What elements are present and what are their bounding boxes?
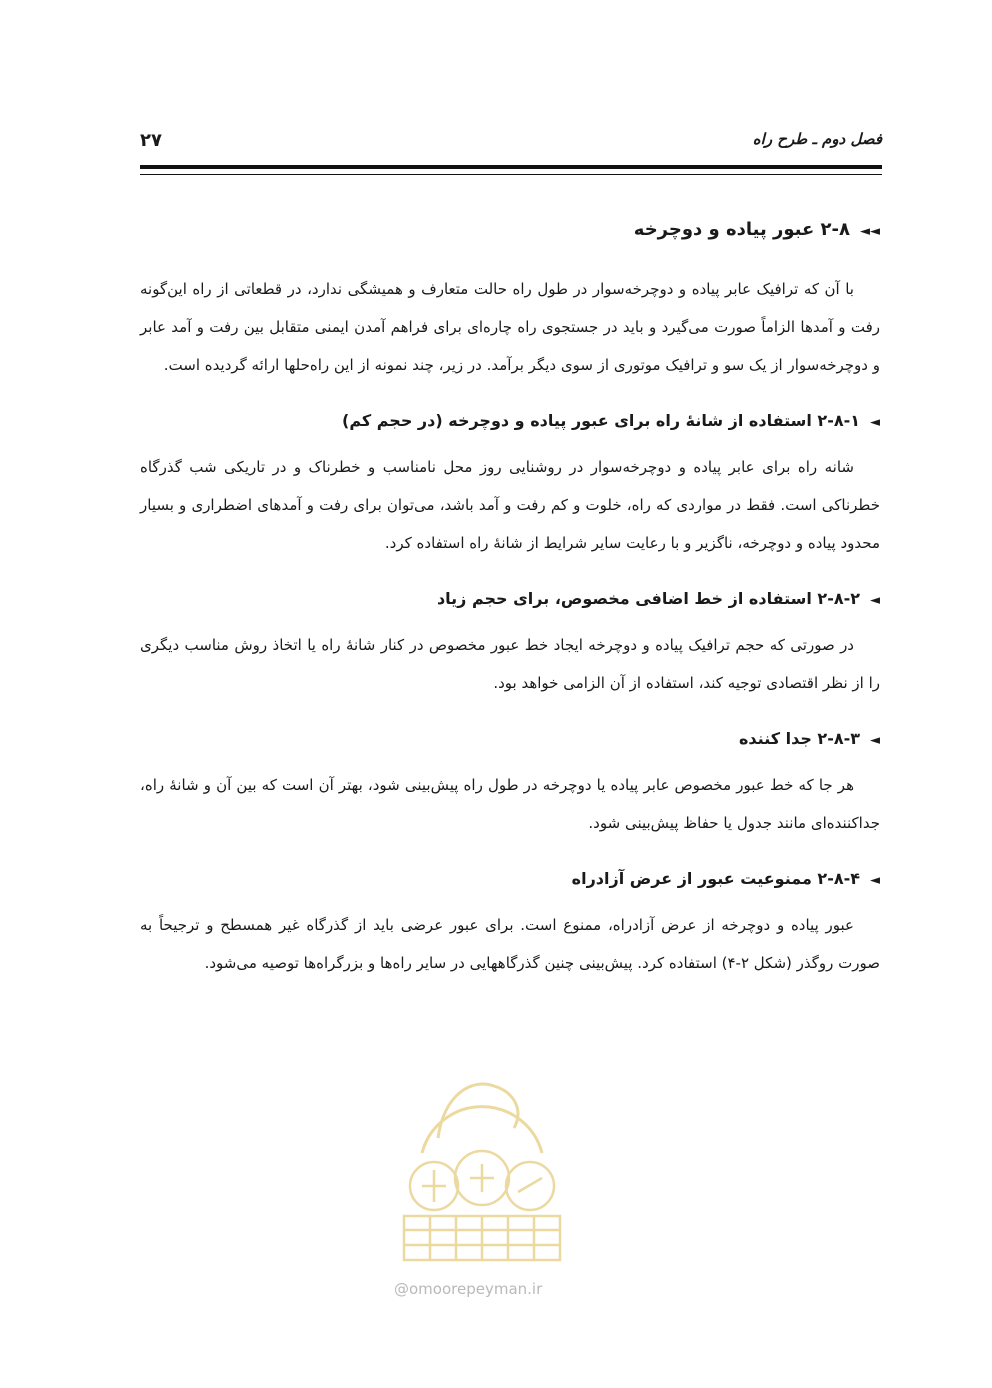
running-title: فصل دوم ـ طرح راه xyxy=(752,130,882,148)
subsection-heading-text: ۲-۸-۳ جدا کننده xyxy=(738,729,860,748)
section-intro-paragraph: با آن که ترافیک عابر پیاده و دوچرخه‌سوار در طول راه حالت متعارف و همیشگی ندارد، در قطعاتی از راه این‌گونه رفت و آمدها الزاماً صورت می‌گیرد و باید در جستجوی راه چاره‌ای برای فراهم آمدن ایمنی متقابل بین رفت و آمد عابر و دوچرخه‌سوار از یک سو و ترافیک موتوری از سوی دیگر برآمد. در زیر، چند نمونه از این راه‌حلها ارائه گردیده است. xyxy=(140,280,880,374)
page-content xyxy=(140,214,880,1004)
section-heading xyxy=(140,214,880,248)
subsection-heading xyxy=(140,724,880,756)
subsection-paragraph: شانه راه برای عابر پیاده و دوچرخه‌سوار در روشنایی روز محل نامناسب و خطرناک و در تاریکی شب گذرگاه خطرناکی است. فقط در مواردی که راه، خلوت و کم رفت و آمد باشد، می‌توان برای رفت و آمدهای اضطراری و بسیار محدود پیاده و دوچرخه، ناگزیر و با رعایت سایر شرایط از شانهٔ راه استفاده کرد. xyxy=(140,458,880,552)
watermark-caption: @omoorepeyman.ir xyxy=(394,1280,543,1298)
subsection-paragraph: هر جا که خط عبور مخصوص عابر پیاده یا دوچرخه در طول راه پیش‌بینی شود، بهتر آن است که بین آن و شانهٔ راه، جداکننده‌ای مانند جدول یا حفاظ پیش‌بینی شود. xyxy=(140,776,880,832)
arrow-icon: ◄ xyxy=(870,733,880,748)
seal-watermark xyxy=(382,1058,582,1268)
seal-watermark-graphic xyxy=(382,1058,582,1268)
arrow-icon: ◄ xyxy=(870,873,880,888)
subsection-heading xyxy=(140,584,880,616)
arrow-icon: ◄ xyxy=(870,415,880,430)
subsection-paragraph: عبور پیاده و دوچرخه از عرض آزادراه، ممنوع است. برای عبور عرضی باید از گذرگاه غیر همسطح و ترجیحاً به صورت روگذر (شکل ۲-۴) استفاده کرد. پیش‌بینی چنین گذرگاههایی در سایر راه‌ها و بزرگراه‌ها توصیه می‌شود. xyxy=(140,916,880,972)
page-header xyxy=(140,128,882,164)
header-rule xyxy=(140,165,882,175)
section-heading-text: ۲-۸ عبور پیاده و دوچرخه xyxy=(633,219,850,240)
subsection-heading-text: ۲-۸-۱ استفاده از شانهٔ راه برای عبور پیاده و دوچرخه (در حجم کم) xyxy=(342,411,860,430)
subsection-heading-text: ۲-۸-۲ استفاده از خط اضافی مخصوص، برای حجم زیاد xyxy=(436,589,860,608)
subsection-heading-text: ۲-۸-۴ ممنوعیت عبور از عرض آزادراه xyxy=(571,869,860,888)
page-number: ۲۷ xyxy=(140,130,162,151)
double-arrow-icon: ◄◄ xyxy=(860,224,880,239)
arrow-icon: ◄ xyxy=(870,593,880,608)
subsection-heading xyxy=(140,864,880,896)
subsection-heading xyxy=(140,406,880,438)
subsection-paragraph: در صورتی که حجم ترافیک پیاده و دوچرخه ایجاد خط عبور مخصوص در کنار شانهٔ راه یا اتخاذ روش مناسب دیگری را از نظر اقتصادی توجیه کند، استفاده از آن الزامی خواهد بود. xyxy=(140,636,880,692)
